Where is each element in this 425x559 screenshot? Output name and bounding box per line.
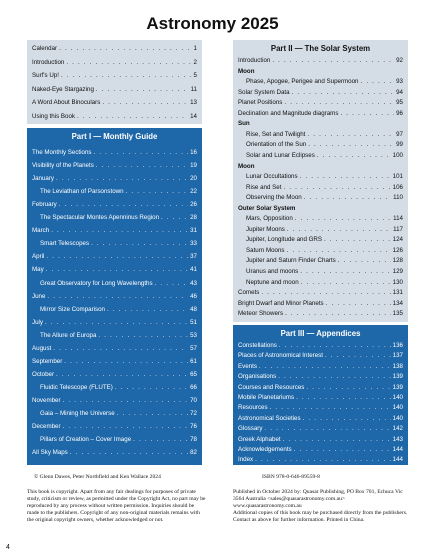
toc-entry-page: 43 bbox=[190, 279, 197, 287]
toc-entry-page: 31 bbox=[190, 227, 197, 235]
toc-entry bbox=[32, 162, 197, 170]
toc-entry bbox=[32, 59, 197, 67]
toc-entry-page: 78 bbox=[190, 436, 197, 444]
toc-entry-page: 26 bbox=[190, 201, 197, 209]
toc-entry-label: Bright Dwarf and Minor Planets bbox=[238, 299, 324, 307]
toc-entry-page: 131 bbox=[392, 289, 403, 297]
toc-entry-label: All Sky Maps bbox=[32, 449, 68, 457]
toc-entry bbox=[32, 113, 197, 121]
toc-entry bbox=[32, 371, 197, 379]
toc-entry bbox=[238, 300, 403, 308]
toc-entry-page: 138 bbox=[392, 362, 403, 370]
toc-entry-page: 130 bbox=[392, 278, 403, 286]
toc-entry-label: Organisations bbox=[238, 373, 277, 381]
toc-entry bbox=[32, 175, 197, 183]
toc-leader-dots bbox=[287, 247, 391, 255]
toc-leader-dots bbox=[53, 345, 188, 353]
toc-leader-dots bbox=[317, 152, 391, 160]
toc-entry bbox=[238, 342, 403, 350]
toc-entry-label: Resources bbox=[238, 404, 268, 412]
toc-leader-dots bbox=[46, 253, 188, 261]
toc-leader-dots bbox=[77, 113, 188, 121]
toc-entry bbox=[238, 394, 403, 402]
toc-entry-label: Naked-Eye Stargazing bbox=[32, 85, 94, 93]
toc-entry bbox=[238, 352, 403, 360]
toc-entry bbox=[238, 226, 403, 234]
toc-entry-page: 134 bbox=[392, 299, 403, 307]
toc-entry-page: 140 bbox=[392, 414, 403, 422]
toc-entry-label: A Word About Binoculars bbox=[32, 99, 101, 106]
toc-leader-dots bbox=[301, 279, 391, 287]
toc-entry-label: December bbox=[32, 423, 61, 431]
toc-entry-page: 143 bbox=[392, 435, 403, 443]
toc-leader-dots bbox=[300, 268, 390, 276]
toc-entry bbox=[32, 358, 197, 366]
toc-leader-dots bbox=[264, 425, 390, 433]
toc-entry bbox=[238, 310, 403, 318]
toc-entry bbox=[238, 99, 403, 107]
toc-entry-label: June bbox=[32, 292, 46, 300]
toc-leader-dots bbox=[294, 446, 391, 454]
toc-entry-label: Rise and Set bbox=[246, 183, 282, 191]
toc-entry bbox=[238, 268, 403, 276]
toc-entry-page: 82 bbox=[190, 449, 197, 457]
toc-entry-label: Places of Astronomical Interest bbox=[238, 352, 323, 360]
toc-entry-page: 137 bbox=[392, 352, 403, 360]
toc-entry-label: Solar System Data bbox=[238, 88, 290, 96]
part1-heading: Part I — Monthly Guide bbox=[71, 132, 158, 141]
toc-leader-dots bbox=[59, 45, 191, 53]
toc-entry-label: Outer Solar System bbox=[238, 204, 296, 212]
toc-entry bbox=[32, 253, 197, 261]
toc-entry bbox=[238, 446, 403, 454]
toc-entry bbox=[238, 436, 403, 444]
toc-entry-page: 70 bbox=[190, 396, 197, 404]
toc-entry-page: 33 bbox=[190, 240, 197, 248]
toc-leader-dots bbox=[56, 175, 188, 183]
toc-entry-page: 140 bbox=[392, 404, 403, 412]
toc-entry-page: 96 bbox=[396, 109, 403, 117]
toc-entry-label: Mobile Planetariums bbox=[238, 394, 295, 401]
toc-entry-label: Lunar Occultations bbox=[246, 173, 298, 181]
publisher-info: Published in October 2024 by: Quasar Publishing, PO Box 701, Echuca Vic 3564 Australia <sales@quasarastronomy.com.au> www.quasarastronomy.com.au bbox=[233, 489, 403, 509]
toc-entry bbox=[238, 247, 403, 255]
toc-entry-page: 129 bbox=[392, 268, 403, 275]
toc-entry bbox=[238, 236, 403, 244]
toc-entry bbox=[32, 45, 197, 53]
toc-leader-dots bbox=[45, 319, 188, 327]
toc-entry-label: Courses and Resources bbox=[238, 383, 305, 391]
toc-entry bbox=[238, 215, 403, 223]
toc-leader-dots bbox=[325, 352, 391, 360]
toc-entry bbox=[32, 293, 197, 301]
toc-part1 bbox=[27, 128, 202, 465]
part3-heading: Part III — Appendices bbox=[280, 329, 361, 338]
toc-entry-page: 100 bbox=[392, 151, 403, 159]
toc-leader-dots bbox=[296, 394, 391, 402]
toc-entry-label: The Monthly Sections bbox=[32, 149, 92, 156]
toc-entry-label: November bbox=[32, 396, 61, 404]
toc-entry bbox=[238, 131, 403, 139]
toc-entry-label: Acknowledgements bbox=[238, 446, 292, 453]
toc-leader-dots bbox=[46, 266, 188, 274]
toc-entry bbox=[238, 404, 403, 412]
toc-entry bbox=[32, 449, 197, 457]
toc-entry-label: Declination and Magnitude diagrams bbox=[238, 109, 339, 117]
toc-entry bbox=[32, 240, 197, 248]
toc-leader-dots bbox=[261, 289, 390, 297]
toc-entry-label: Great Observatory for Long Wavelengths bbox=[40, 279, 153, 287]
toc-leader-dots bbox=[285, 310, 391, 318]
toc-entry bbox=[32, 410, 197, 418]
toc-entry-label: Moon bbox=[238, 67, 255, 75]
toc-entry-page: 65 bbox=[190, 370, 197, 378]
toc-entry-label: The Allure of Europa bbox=[40, 331, 97, 339]
toc-leader-dots bbox=[63, 397, 189, 405]
toc-entry-page: 66 bbox=[190, 383, 197, 391]
toc-entry bbox=[32, 214, 197, 222]
toc-entry bbox=[32, 397, 197, 405]
toc-leader-dots bbox=[61, 72, 192, 80]
toc-entry-page: 46 bbox=[190, 292, 197, 300]
toc-entry-page: 22 bbox=[190, 188, 197, 196]
toc-entry-page: 72 bbox=[190, 410, 197, 417]
toc-entry-label: Jupiter, Longitude and GRS bbox=[246, 236, 323, 244]
toc-entry bbox=[238, 289, 403, 297]
toc-leader-dots bbox=[295, 215, 391, 223]
toc-leader-dots bbox=[117, 410, 188, 418]
toc-entry-label: Mars, Opposition bbox=[246, 215, 293, 223]
toc-leader-dots bbox=[161, 214, 188, 222]
toc-entry-label: Jupiter and Saturn Finder Charts bbox=[246, 257, 336, 265]
toc-entry-page: 142 bbox=[392, 425, 403, 433]
toc-entry bbox=[32, 306, 197, 314]
toc-entry bbox=[32, 188, 197, 196]
additional-copies-info: Additional copies of this book may be purchased directly from the publishers. Contact as above for further information. Printed in China. bbox=[233, 510, 408, 523]
toc-leader-dots bbox=[98, 332, 188, 340]
toc-entry-label: Astronomical Societies bbox=[238, 414, 301, 422]
toc-entry-label: Pillars of Creation – Cover Image bbox=[40, 436, 132, 444]
toc-entry-page: 97 bbox=[396, 130, 403, 138]
toc-entry bbox=[32, 72, 197, 80]
toc-entry-label: Calendar bbox=[32, 45, 58, 52]
toc-entry-label: The Spectacular Montes Apenninus Region bbox=[40, 214, 160, 222]
toc-entry-label: Using this Book bbox=[32, 112, 75, 120]
toc-entry bbox=[238, 456, 403, 464]
toc-entry-label: April bbox=[32, 253, 45, 261]
page-number: 4 bbox=[6, 544, 10, 551]
toc-leader-dots bbox=[102, 99, 188, 107]
toc-entry-label: Events bbox=[238, 362, 257, 370]
toc-entry bbox=[32, 436, 197, 444]
toc-entry bbox=[238, 373, 403, 381]
toc-entry-page: 124 bbox=[392, 236, 403, 244]
toc-entry-label: The Leviathan of Parsonstown bbox=[40, 188, 124, 196]
toc-entry-label: Phase, Apogee, Perigee and Supermoon bbox=[246, 78, 359, 86]
toc-entry-page: 117 bbox=[393, 225, 403, 233]
toc-leader-dots bbox=[361, 78, 395, 86]
toc-entry-page: 128 bbox=[392, 257, 403, 265]
toc-entry-page: 126 bbox=[392, 246, 403, 254]
toc-entry-page: 139 bbox=[392, 383, 403, 391]
toc-entry bbox=[238, 415, 403, 423]
toc-entry bbox=[238, 141, 403, 149]
toc-entry-page: 19 bbox=[190, 162, 197, 170]
toc-entry-label: Moon bbox=[238, 162, 255, 170]
toc-entry bbox=[32, 384, 197, 392]
toc-entry-label: Mirror Size Comparison bbox=[40, 305, 105, 313]
toc-leader-dots bbox=[63, 423, 189, 431]
toc-entry-label: Introduction bbox=[32, 58, 65, 66]
toc-entry-label: Rise, Set and Twilight bbox=[246, 130, 306, 138]
toc-leader-dots bbox=[96, 86, 189, 94]
toc-entry-page: 139 bbox=[392, 373, 403, 381]
toc-entry-label: Sun bbox=[238, 120, 250, 128]
toc-section-heading bbox=[238, 120, 403, 128]
toc-entry-label: Introduction bbox=[238, 57, 271, 64]
toc-entry-page: 144 bbox=[392, 446, 403, 453]
toc-leader-dots bbox=[126, 188, 189, 196]
toc-entry-page: 136 bbox=[392, 342, 403, 349]
toc-entry-label: January bbox=[32, 175, 55, 183]
toc-entry-label: May bbox=[32, 266, 44, 274]
toc-section-heading bbox=[238, 68, 403, 76]
toc-section-heading bbox=[238, 163, 403, 171]
toc-entry bbox=[32, 319, 197, 327]
toc-entry bbox=[32, 86, 197, 94]
toc-entry-page: 106 bbox=[392, 183, 403, 191]
toc-leader-dots bbox=[284, 99, 394, 107]
toc-leader-dots bbox=[70, 449, 188, 457]
toc-entry-label: Uranus and moons bbox=[246, 268, 299, 275]
toc-entry-page: 144 bbox=[392, 456, 403, 464]
toc-entry bbox=[32, 345, 197, 353]
toc-entry-label: Solar and Lunar Eclipses bbox=[246, 151, 315, 159]
toc-entry bbox=[32, 99, 197, 107]
toc-entry bbox=[238, 110, 403, 118]
toc-entry-label: Neptune and moon bbox=[246, 278, 299, 286]
toc-leader-dots bbox=[308, 141, 394, 149]
toc-leader-dots bbox=[94, 149, 189, 157]
toc-entry bbox=[32, 332, 197, 340]
toc-entry-page: 53 bbox=[190, 331, 197, 339]
toc-entry-page: 16 bbox=[190, 149, 197, 156]
toc-leader-dots bbox=[133, 436, 188, 444]
toc-leader-dots bbox=[255, 456, 391, 464]
toc-leader-dots bbox=[96, 162, 188, 170]
toc-entry-page: 95 bbox=[396, 99, 403, 107]
toc-leader-dots bbox=[326, 300, 391, 308]
toc-entry-label: August bbox=[32, 344, 52, 352]
toc-leader-dots bbox=[155, 280, 189, 288]
toc-leader-dots bbox=[115, 384, 188, 392]
toc-entry-page: 135 bbox=[392, 310, 403, 318]
toc-entry-label: Comets bbox=[238, 289, 260, 297]
toc-leader-dots bbox=[272, 57, 394, 65]
toc-entry-page: 5 bbox=[193, 72, 197, 79]
toc-entry bbox=[32, 280, 197, 288]
toc-entry bbox=[32, 201, 197, 209]
toc-entry-label: Index bbox=[238, 456, 254, 464]
toc-entry-page: 14 bbox=[190, 112, 197, 120]
toc-entry-label: Surf's Up! bbox=[32, 72, 59, 79]
toc-entry-label: Visibility of the Planets bbox=[32, 162, 94, 170]
toc-entry bbox=[238, 194, 403, 202]
toc-entry bbox=[238, 363, 403, 371]
toc-leader-dots bbox=[283, 184, 390, 192]
toc-entry-label: October bbox=[32, 370, 55, 378]
page-title: Astronomy 2025 bbox=[146, 14, 279, 33]
toc-leader-dots bbox=[51, 227, 188, 235]
toc-entry-label: Gaia – Mining the Universe bbox=[40, 410, 115, 417]
toc-leader-dots bbox=[64, 358, 188, 366]
toc-leader-dots bbox=[279, 342, 391, 350]
toc-entry-label: Fluidic Telescope (FLUTE) bbox=[40, 383, 113, 391]
toc-entry-page: 1 bbox=[193, 45, 197, 52]
toc-entry-label: September bbox=[32, 357, 63, 365]
toc-part2 bbox=[233, 40, 408, 322]
toc-entry bbox=[238, 384, 403, 392]
toc-entry bbox=[238, 152, 403, 160]
toc-entry bbox=[32, 266, 197, 274]
toc-entry-label: Jupiter Moons bbox=[246, 225, 285, 233]
toc-entry-page: 57 bbox=[190, 344, 197, 352]
toc-leader-dots bbox=[287, 226, 391, 234]
toc-leader-dots bbox=[300, 173, 391, 181]
toc-entry bbox=[238, 173, 403, 181]
toc-entry-label: Meteor Showers bbox=[238, 310, 284, 318]
toc-part3 bbox=[233, 325, 408, 465]
toc-leader-dots bbox=[306, 384, 390, 392]
toc-leader-dots bbox=[340, 110, 394, 118]
copyright-notice: This book is copyright. Apart from any fair dealings for purposes of private study, criticism or review, as permitted under the Copyright Act, no part may be reproduced by any process without written permission. Inquiries should be made to the publishers. Copyright of any non-original materials remains with the original copyright owners, whether acknowledged or not. bbox=[27, 489, 206, 523]
toc-entry-page: 11 bbox=[190, 85, 197, 93]
toc-entry-page: 101 bbox=[392, 173, 403, 181]
toc-entry bbox=[32, 423, 197, 431]
toc-leader-dots bbox=[338, 257, 391, 265]
toc-entry-page: 41 bbox=[190, 266, 197, 274]
toc-entry-label: Planet Positions bbox=[238, 99, 283, 107]
toc-entry bbox=[32, 227, 197, 235]
toc-entry-page: 48 bbox=[190, 305, 197, 313]
toc-entry-label: Observing the Moon bbox=[246, 194, 302, 202]
toc-leader-dots bbox=[107, 306, 188, 314]
toc-entry-page: 94 bbox=[396, 88, 403, 96]
toc-leader-dots bbox=[292, 89, 395, 97]
toc-entry-page: 51 bbox=[190, 318, 197, 326]
toc-entry bbox=[238, 89, 403, 97]
isbn-line: ISBN 978-0-646-89559-8 bbox=[262, 474, 320, 480]
toc-entry bbox=[238, 425, 403, 433]
toc-leader-dots bbox=[307, 131, 394, 139]
toc-entry-label: Greek Alphabet bbox=[238, 435, 281, 443]
toc-entry-page: 114 bbox=[393, 215, 403, 223]
toc-entry-page: 37 bbox=[190, 253, 197, 261]
toc-leader-dots bbox=[324, 236, 391, 244]
toc-entry-label: February bbox=[32, 201, 57, 209]
toc-entry-page: 2 bbox=[193, 58, 197, 66]
toc-leader-dots bbox=[59, 201, 188, 209]
toc-entry-page: 140 bbox=[392, 394, 403, 401]
toc-entry-page: 61 bbox=[190, 357, 197, 365]
toc-entry-page: 99 bbox=[396, 141, 403, 149]
toc-entry-page: 92 bbox=[396, 57, 403, 64]
toc-entry bbox=[32, 149, 197, 157]
toc-leader-dots bbox=[66, 59, 191, 67]
toc-leader-dots bbox=[91, 240, 188, 248]
toc-entry-page: 110 bbox=[393, 194, 403, 202]
toc-entry bbox=[238, 257, 403, 265]
toc-leader-dots bbox=[56, 371, 188, 379]
toc-entry-label: March bbox=[32, 227, 50, 235]
toc-entry-label: Smart Telescopes bbox=[40, 240, 90, 248]
copyright-line: © Glenn Dawes, Peter Northfield and Ken Wallace 2024 bbox=[34, 474, 161, 480]
toc-entry-page: 76 bbox=[190, 423, 197, 431]
toc-leader-dots bbox=[47, 293, 188, 301]
toc-leader-dots bbox=[283, 436, 391, 444]
toc-entry-page: 13 bbox=[190, 99, 197, 106]
toc-entry-page: 93 bbox=[396, 78, 403, 86]
toc-section-heading bbox=[238, 205, 403, 213]
toc-leader-dots bbox=[304, 194, 391, 202]
toc-entry-label: Orientation of the Sun bbox=[246, 141, 307, 149]
toc-entry-label: Saturn Moons bbox=[246, 246, 285, 254]
toc-entry bbox=[238, 57, 403, 65]
toc-leader-dots bbox=[259, 363, 391, 371]
toc-entry bbox=[238, 184, 403, 192]
toc-entry-page: 28 bbox=[190, 214, 197, 222]
toc-leader-dots bbox=[303, 415, 391, 423]
toc-leader-dots bbox=[278, 373, 390, 381]
toc-entry-page: 20 bbox=[190, 175, 197, 183]
toc-front-matter bbox=[27, 40, 202, 124]
toc-entry-label: July bbox=[32, 318, 44, 326]
toc-entry-label: Constellations bbox=[238, 342, 277, 349]
toc-entry bbox=[238, 279, 403, 287]
toc-leader-dots bbox=[270, 404, 391, 412]
part2-heading: Part II — The Solar System bbox=[270, 44, 371, 53]
toc-entry-label: Glossary bbox=[238, 425, 263, 433]
toc-entry bbox=[238, 78, 403, 86]
